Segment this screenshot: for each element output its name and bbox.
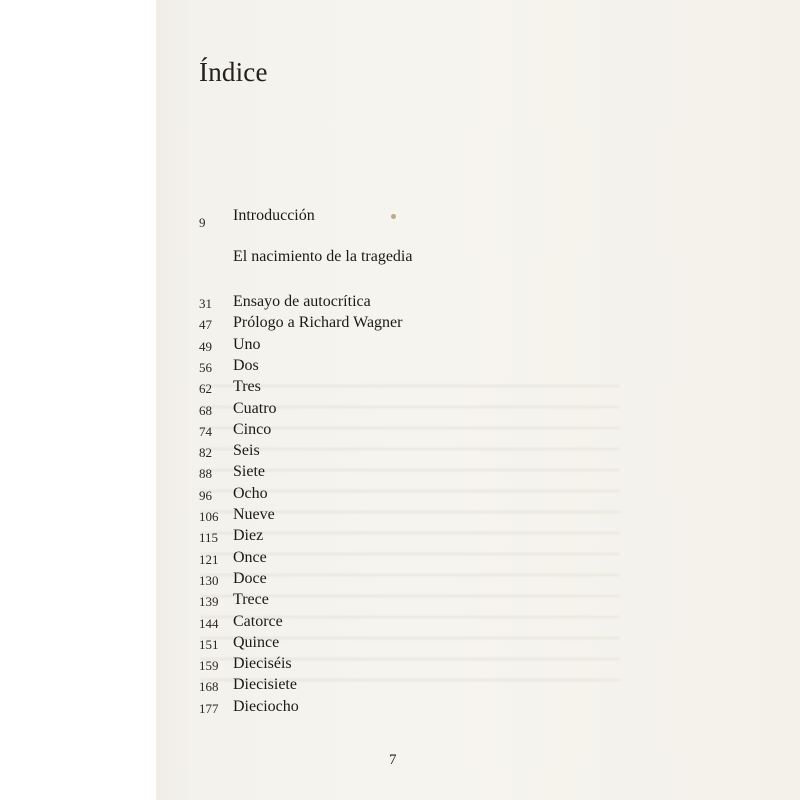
- toc-entry-label: Ocho: [233, 484, 268, 502]
- toc-entry-label: Catorce: [233, 612, 283, 630]
- toc-entry-label: Once: [233, 548, 267, 566]
- toc-page-number: 56: [199, 359, 212, 375]
- toc-page-number: 106: [199, 509, 219, 524]
- toc-page-number: 144: [199, 615, 219, 631]
- toc-entry-label: Cinco: [233, 420, 272, 438]
- toc-entry-label: Tres: [233, 378, 261, 396]
- toc-entry-label: Cuatro: [233, 399, 277, 417]
- toc-entry-label: Uno: [233, 335, 261, 353]
- toc-page-number: 74: [199, 423, 212, 439]
- page-number: 7: [389, 752, 397, 768]
- toc-entry-label: Dos: [233, 356, 259, 374]
- toc-entry-label: Seis: [233, 442, 260, 460]
- toc-page-number: 115: [199, 530, 219, 546]
- toc-entry-label: Dieciséis: [233, 655, 292, 673]
- toc-page-number: 130: [199, 572, 219, 588]
- toc-page-number: 31: [199, 296, 212, 311]
- toc-page-number: 159: [199, 658, 219, 674]
- paper-speck: [391, 214, 396, 219]
- toc-entry-label: Quince: [233, 633, 280, 651]
- toc-entry-label: Doce: [233, 569, 267, 587]
- page-title: Índice: [199, 57, 268, 87]
- part-title: El nacimiento de la tragedia: [233, 248, 413, 265]
- toc-page-number: 96: [199, 487, 212, 503]
- toc-entry-label: Diecisiete: [233, 676, 297, 694]
- toc-entry-label: Introducción: [233, 207, 315, 224]
- toc-entry-label: Nueve: [233, 506, 275, 523]
- toc-page-number: 151: [199, 636, 219, 652]
- toc-page-number: 168: [199, 679, 219, 695]
- toc-page-number: 49: [199, 338, 212, 354]
- toc-page-number: 68: [199, 402, 212, 418]
- toc-entry-label: Siete: [233, 463, 265, 481]
- toc-entry-label: Ensayo de autocrítica: [233, 293, 371, 310]
- toc-entry-label: Trece: [233, 591, 269, 609]
- toc-page-number: 47: [199, 317, 212, 333]
- toc-entry-label: Diez: [233, 527, 264, 545]
- toc-page-number: 62: [199, 381, 212, 397]
- toc-page-number: 88: [199, 466, 212, 482]
- toc-page-number: 121: [199, 551, 219, 567]
- toc-page-number: 9: [199, 215, 206, 230]
- toc-page-number: 177: [199, 700, 219, 716]
- toc-entry-label: Prólogo a Richard Wagner: [233, 314, 403, 332]
- toc-entry-label: Dieciocho: [233, 697, 299, 715]
- toc-page-number: 82: [199, 445, 212, 461]
- toc-page-number: 139: [199, 594, 219, 610]
